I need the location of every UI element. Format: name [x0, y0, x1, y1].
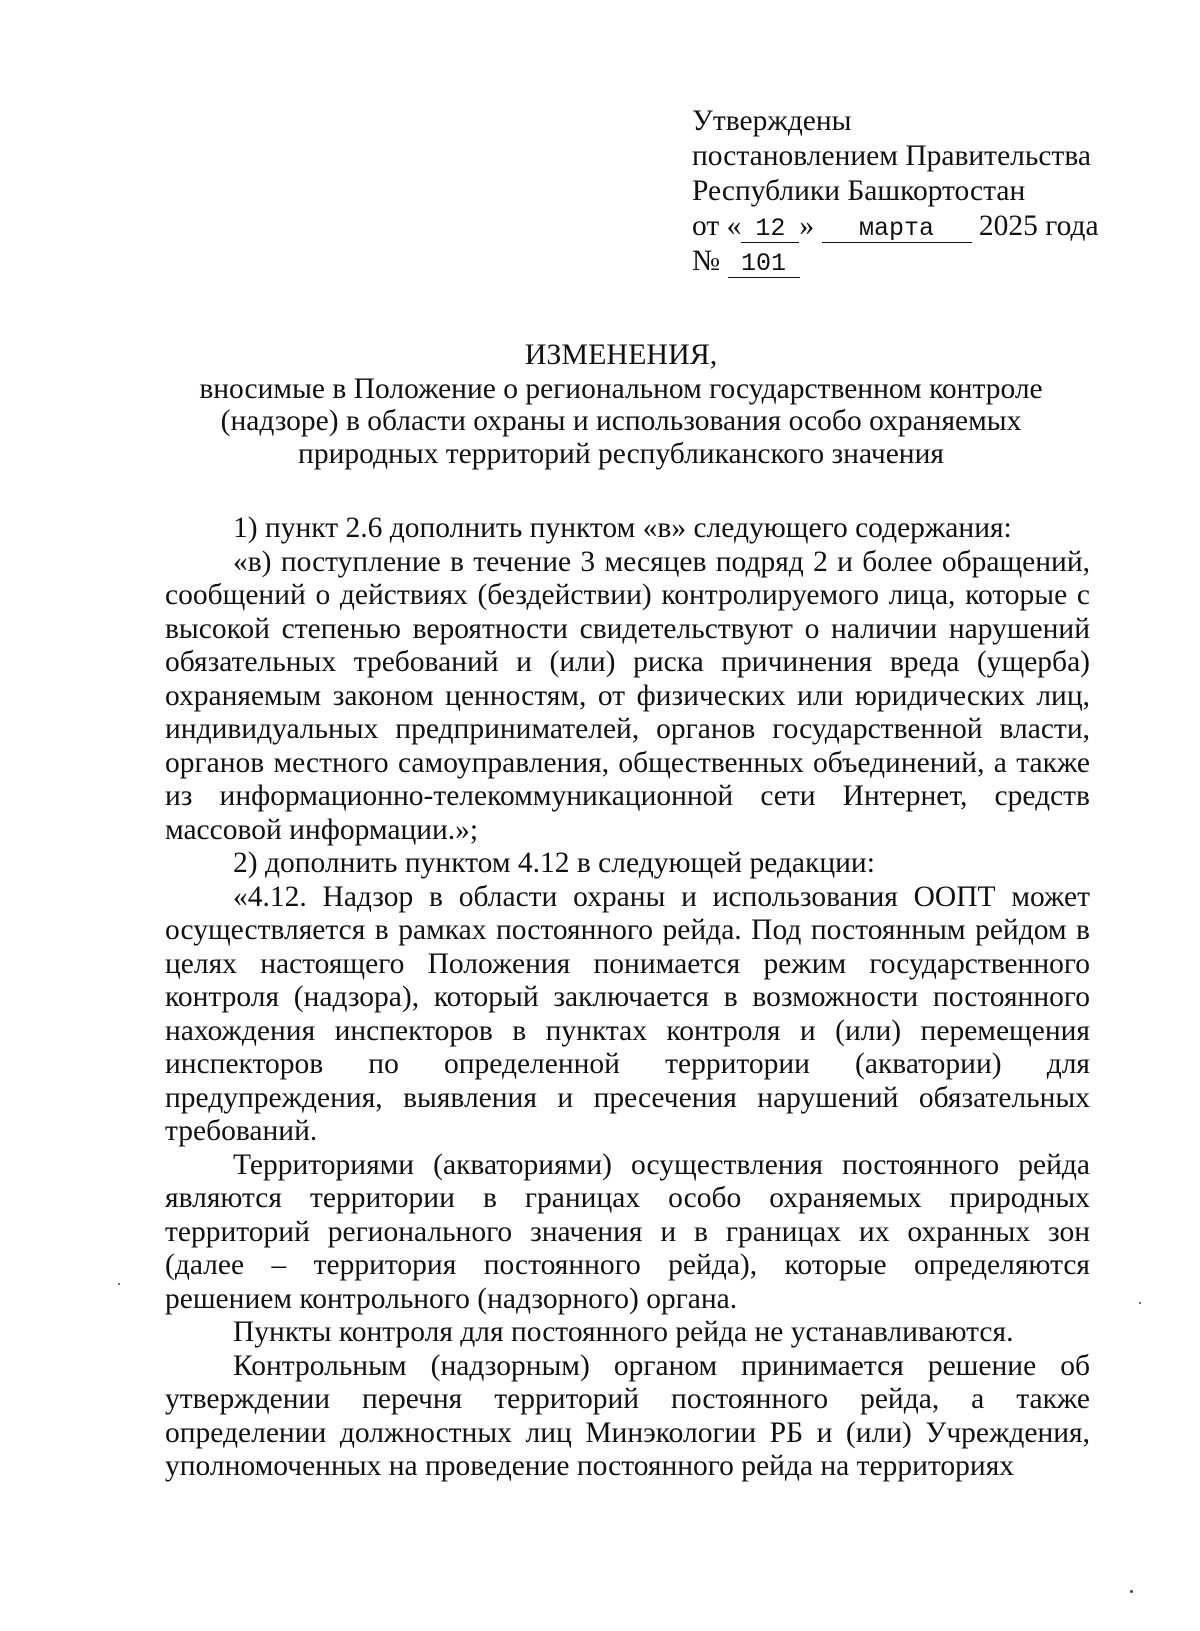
title-heading: ИЗМЕНЕНИЯ,	[524, 338, 718, 371]
approval-date	[692, 209, 1122, 244]
paragraph: 2) дополнить пунктом 4.12 в следующей редакции:	[233, 847, 875, 879]
approval-stamp	[692, 104, 1122, 279]
date-prefix: от «	[692, 210, 742, 242]
scan-speck	[118, 1283, 120, 1285]
scan-speck	[1139, 1302, 1141, 1304]
paragraph: 1) пункт 2.6 дополнить пунктом «в» следующего содержания:	[233, 512, 1012, 544]
date-month: марта	[822, 216, 972, 243]
paragraph: Пункты контроля для постоянного рейда не устанавливаются.	[233, 1316, 1014, 1348]
date-day: 12	[741, 216, 799, 243]
approval-line: Утверждены	[692, 105, 852, 137]
paragraph: Контрольным (надзорным) органом принимается решение об утверждении перечня территорий постоянного рейда, а также определении должностных лиц Минэкологии РБ и (или) Учреждения, уполномоченных на проведение постоянного рейда на территориях	[165, 1349, 1090, 1482]
approval-line: Республики Башкортостан	[692, 175, 1026, 207]
date-year: 2025 года	[978, 210, 1099, 242]
scan-speck	[1130, 1590, 1133, 1593]
paragraph: «в) поступление в течение 3 месяцев подряд 2 и более обращений, сообщений о действиях (бездействии) контролируемого лица, которые с высокой степенью вероятности свидетельствуют о наличии нарушений обязательных требований и (или) риска причинения вреда (ущерба) охраняемым законом ценностям, от физических или юридических лиц, индивидуальных предпринимателей, органов государственной власти, органов местного самоуправления, общественных объединений, а также из информационно-телекоммуникационной сети Интернет, средств массовой информации.»;	[165, 545, 1090, 846]
title-subtitle: вносимые в Положение о региональном государственном контроле (надзоре) в области охраны и использования особо охраняемых природных территорий республиканского значения	[199, 372, 1043, 470]
approval-line: постановлением Правительства	[692, 140, 1091, 172]
approval-number	[692, 244, 1122, 279]
date-mid: »	[799, 210, 815, 242]
document-title	[165, 339, 1077, 470]
paragraph: «4.12. Надзор в области охраны и использования ООПТ может осуществляется в рамках постоянного рейда. Под постоянным рейдом в целях настоящего Положения понимается режим государственного контроля (надзора), который заключается в возможности постоянного нахождения инспекторов в пунктах контроля и (или) перемещения инспекторов по определенной территории (акватории) для предупреждения, выявления и пресечения нарушений обязательных требований.	[165, 880, 1090, 1147]
number-value: 101	[728, 251, 800, 278]
number-sign: №	[692, 245, 721, 277]
document-body	[165, 512, 1090, 1484]
paragraph: Территориями (акваториями) осуществления постоянного рейда являются территории в границах особо охраняемых природных территорий регионального значения и в границах их охранных зон (далее – территория постоянного рейда), которые определяются решением контрольного (надзорного) органа.	[165, 1148, 1090, 1315]
